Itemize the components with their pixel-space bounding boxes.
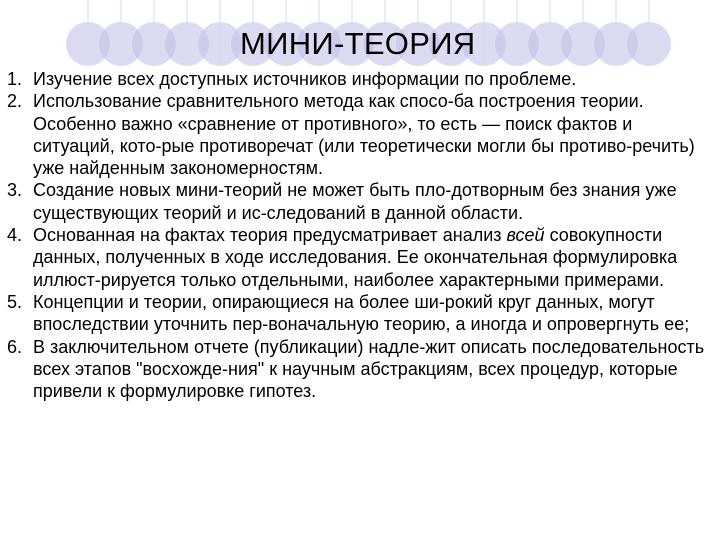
item-text: Создание новых мини-теорий не может быть пло-дотворным без знания уже существующих теорий и ис-следований в данной области. (33, 180, 677, 223)
item-emphasis: всей (506, 225, 545, 246)
list-item (7, 90, 719, 179)
item-number: 2. (7, 91, 23, 112)
theory-steps-list (7, 68, 719, 402)
item-text: Использование сравнительного метода как спосо-ба построения теории. Особенно важно «сравнение от противного», то есть — поиск фактов и ситуаций, кото-рые противоречат (или теоретически могли бы противо-речить) уже найденным закономерностям. (33, 91, 695, 179)
item-text: В заключительном отчете (публикации) надле-жит описать последовательность всех этапов "восхожде-ния" к научным абстракциям, всех процедур, которые привели к формулировке гипотез. (33, 336, 705, 402)
item-number: 1. (7, 69, 23, 89)
item-number: 3. (7, 180, 23, 201)
item-text (33, 224, 719, 291)
item-text: Концепции и теории, опирающиеся на более ши-рокий круг данных, могут впоследствии уточнить пер-воначальную теорию, а иногда и опровергнуть ее; (33, 291, 690, 335)
list-item (7, 291, 719, 336)
list-item (7, 224, 719, 291)
item-text-end: совокупности данных, полученных в ходе исследования. Ее окончательная формулировка иллюст-рируется только отдельными, наиболее характерными примерами. (33, 225, 678, 290)
item-text: Изучение всех доступных источников информации по проблеме. (33, 69, 577, 89)
item-number: 4. (7, 225, 23, 246)
slide-title: МИНИ-ТЕОРИЯ (240, 26, 476, 61)
item-number: 5. (7, 291, 23, 312)
item-text-start: Основанная на фактах теория предусматривает анализ (33, 225, 507, 246)
item-number: 6. (7, 336, 23, 357)
list-item (7, 336, 719, 403)
list-item (7, 179, 719, 224)
list-item (7, 68, 719, 90)
